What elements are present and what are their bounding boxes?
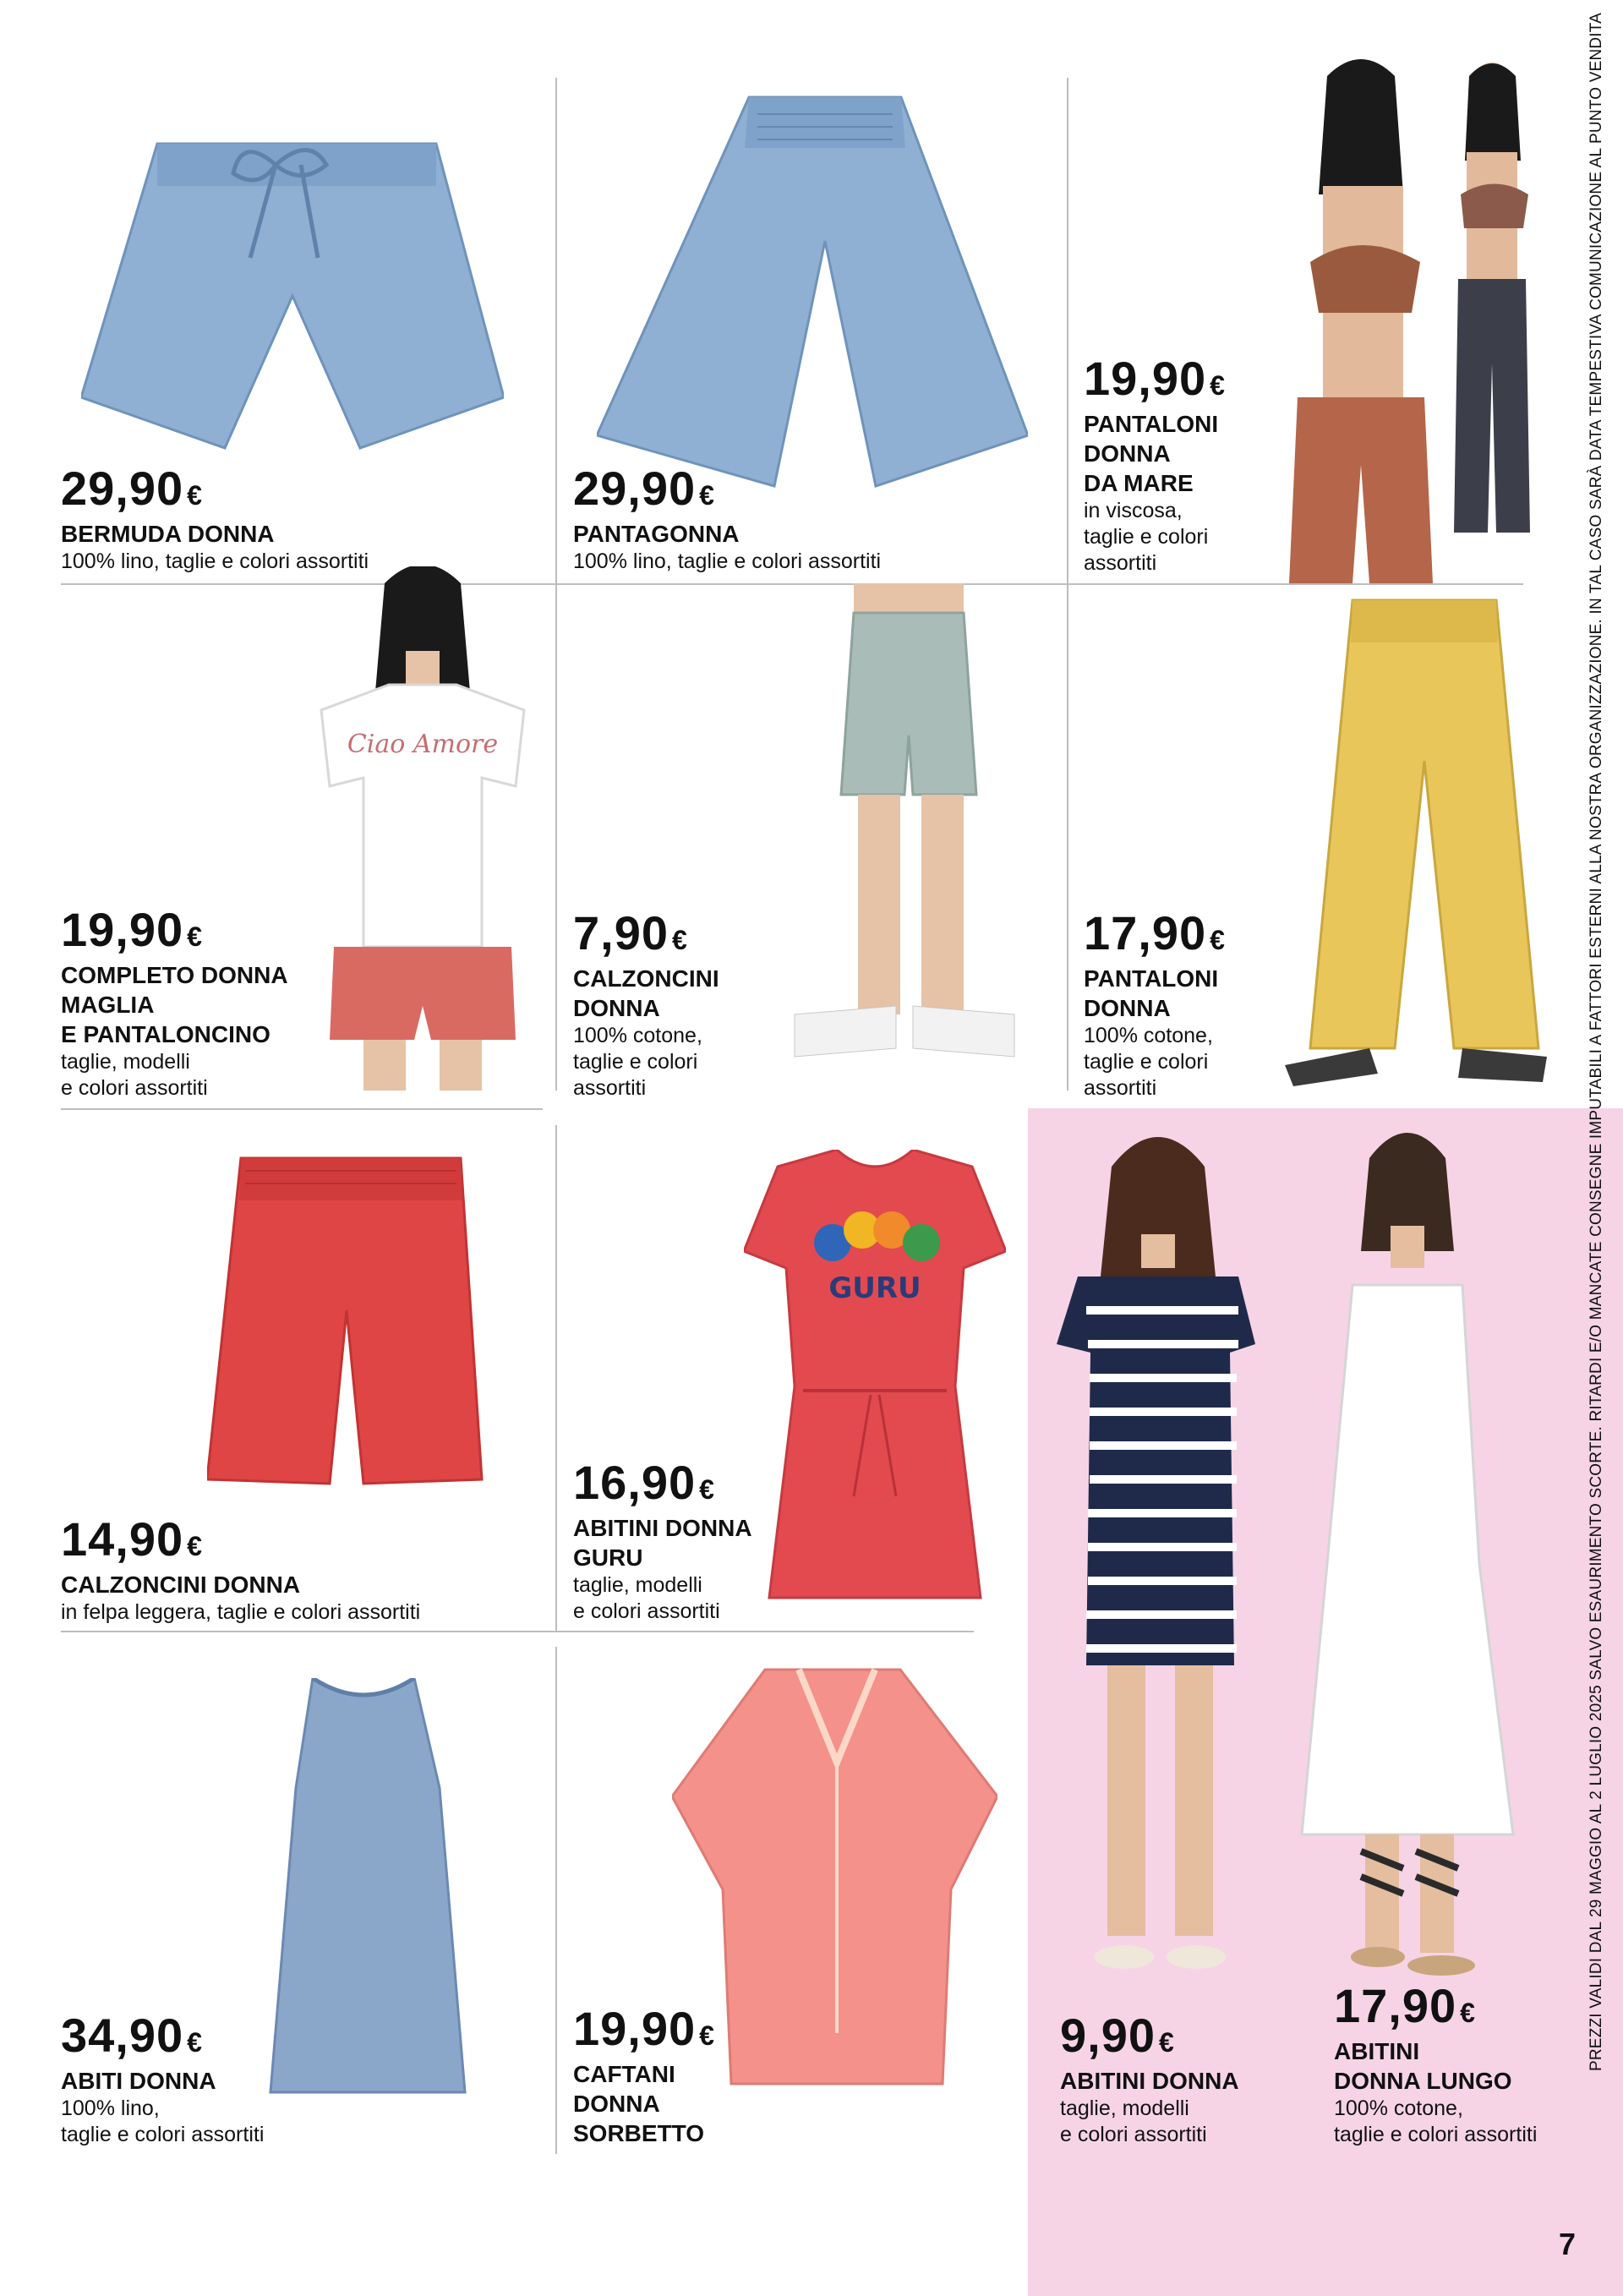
product-abitini-donna — [1060, 2009, 1239, 2148]
divider — [555, 1647, 557, 2154]
product-title: PANTALONI DONNA — [1084, 965, 1219, 1021]
tshirt-print-text: Ciao Amore — [347, 730, 499, 759]
price: 19,90 € — [61, 903, 203, 956]
currency-symbol: € — [1210, 370, 1226, 401]
currency-symbol: € — [1460, 1998, 1476, 2028]
product-title: CALZONCINI DONNA — [61, 1572, 301, 1598]
currency-symbol: € — [699, 2020, 715, 2051]
product-title: ABITINI DONNA GURU — [573, 1515, 752, 1571]
red-shorts-icon — [207, 1150, 486, 1488]
gauze-shorts-icon — [786, 583, 1031, 1091]
wide-pants-icon — [597, 89, 1028, 495]
product-description: taglie, modelli e colori assortiti — [1060, 2096, 1207, 2146]
validity-note: PREZZI VALIDI DAL 29 MAGGIO AL 2 LUGLIO 2025 SALVO ESAURIMENTO SCORTE. RITARDI E/O MANCATE CONSEGNE IMPUTABILI A FATTORI ESTERNI ALLA NOSTRA ORGANIZZAZIONE. IN TAL CASO SARÀ DATA TEMPESTIVA COMUNICAZIONE AL PUNTO VENDITA — [1587, 12, 1605, 2071]
divider — [1067, 78, 1068, 583]
currency-symbol: € — [1159, 2027, 1175, 2058]
currency-symbol: € — [672, 925, 688, 955]
yellow-pants-icon — [1276, 592, 1564, 1091]
divider — [61, 1631, 974, 1632]
product-pantaloni-donna-da-mare — [1084, 352, 1226, 577]
kaftan-icon — [672, 1661, 997, 2101]
product-description: 100% lino, taglie e colori assortiti — [61, 2096, 265, 2146]
guru-logo-text: GURU — [828, 1271, 921, 1305]
currency-symbol: € — [187, 480, 203, 511]
divider — [555, 1125, 557, 1631]
striped-dress-icon — [1027, 1124, 1306, 1987]
price: 19,90 € — [573, 2002, 715, 2055]
product-calzoncini-donna-cotone — [573, 906, 719, 1102]
price: 16,90 € — [573, 1456, 715, 1509]
product-description: taglie, modelli e colori assortiti — [573, 1573, 720, 1623]
price: 9,90 € — [1060, 2009, 1175, 2062]
price: 34,90 € — [61, 2009, 203, 2062]
product-completo-donna — [61, 903, 288, 1102]
product-description: 100% cotone, taglie e colori assortiti — [573, 1024, 702, 1100]
product-title: PANTALONI DONNA DA MARE — [1084, 411, 1219, 496]
tshirt-set-icon — [304, 566, 541, 1091]
product-title: CALZONCINI DONNA — [573, 965, 719, 1021]
long-white-dress-icon — [1268, 1124, 1538, 1978]
product-description: 100% cotone, taglie e colori assortiti — [1084, 1024, 1213, 1100]
product-pantagonna — [573, 462, 882, 575]
price: 17,90 € — [1334, 1979, 1476, 2032]
currency-symbol: € — [187, 1531, 203, 1561]
page-number: 7 — [1558, 2227, 1576, 2261]
product-abiti-donna — [61, 2009, 265, 2148]
product-title: ABITINI DONNA LUNGO — [1334, 2038, 1512, 2094]
currency-symbol: € — [187, 2027, 203, 2058]
product-title: COMPLETO DONNA MAGLIA E PANTALONCINO — [61, 962, 288, 1047]
linen-dress-icon — [245, 1678, 499, 2101]
product-title: CAFTANI DONNA SORBETTO — [573, 2061, 705, 2146]
product-description: in felpa leggera, taglie e colori assortiti — [61, 1600, 421, 1624]
shorts-icon — [81, 127, 504, 456]
currency-symbol: € — [1210, 925, 1226, 955]
divider — [1067, 585, 1068, 1091]
product-description: 100% cotone, taglie e colori assortiti — [1334, 2096, 1538, 2146]
product-description: 100% lino, taglie e colori assortiti — [573, 549, 882, 573]
price: 14,90 € — [61, 1512, 203, 1566]
price: 29,90 € — [61, 462, 203, 515]
currency-symbol: € — [187, 921, 203, 952]
product-description: in viscosa, taglie e colori assortiti — [1084, 499, 1209, 575]
product-pantaloni-donna — [1084, 906, 1226, 1102]
divider — [61, 1108, 543, 1110]
currency-symbol: € — [699, 1474, 715, 1505]
product-description: 100% lino, taglie e colori assortiti — [61, 549, 369, 573]
price: 7,90 € — [573, 906, 688, 959]
divider — [555, 585, 557, 1091]
price: 19,90 € — [1084, 352, 1226, 405]
product-description: taglie, modelli e colori assortiti — [61, 1050, 208, 1100]
product-abitini-donna-guru — [573, 1456, 752, 1625]
product-calzoncini-donna-felpa — [61, 1512, 421, 1626]
product-title: PANTAGONNA — [573, 521, 740, 547]
product-abitini-donna-lungo — [1334, 1979, 1538, 2148]
product-title: ABITI DONNA — [61, 2068, 216, 2094]
product-title: ABITINI DONNA — [1060, 2068, 1239, 2094]
price: 17,90 € — [1084, 906, 1226, 959]
product-bermuda-donna — [61, 462, 369, 575]
product-caftani-donna-sorbetto — [573, 2002, 715, 2148]
price: 29,90 € — [573, 462, 715, 515]
beach-pants-icon — [1234, 59, 1572, 583]
product-title: BERMUDA DONNA — [61, 521, 275, 547]
guru-dress-icon — [744, 1150, 1006, 1606]
currency-symbol: € — [699, 480, 715, 511]
divider — [555, 78, 557, 583]
